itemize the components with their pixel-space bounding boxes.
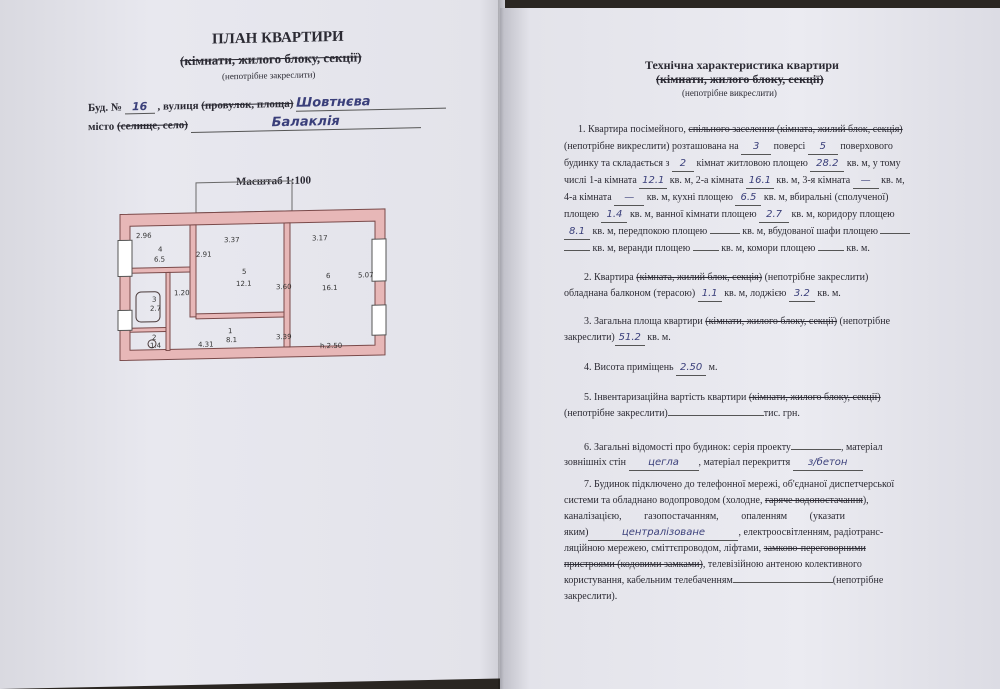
plan-subtitle: (кімнати, жилого блоку, секції) (180, 49, 362, 69)
p1-strike: спільного заселення (кімната, жилий блок, секція) (688, 124, 903, 135)
p7-line-2 (564, 493, 869, 508)
p7-text: користування, кабельним телебаченням (564, 575, 733, 586)
floor-plan (100, 177, 400, 368)
p6-text: зовнішніх стін (564, 457, 627, 468)
p1-text: площею (564, 209, 599, 220)
p7-text: , телевізійною антеною колективного (702, 559, 862, 570)
p3-line-2 (564, 330, 671, 346)
p1-text: кв. м, у тому (846, 158, 901, 169)
p7-text: ляційною мережею, сміттєпроводом, ліфтами, (564, 543, 762, 554)
plan-scale: Масштаб 1:100 (236, 174, 312, 189)
p7-strike: гаряче водопостачання (764, 495, 863, 506)
p1-text: кімнат житловою площею (696, 158, 808, 169)
p2-loggia: 3.2 (789, 286, 815, 302)
p1-text: кв. м, вбудованої шафи площею (742, 226, 878, 237)
p1-rooms: 2 (672, 156, 694, 172)
plan-dim-3: 3.17 (312, 234, 328, 243)
city-label: місто (88, 120, 115, 134)
p2-line-2 (564, 286, 841, 302)
room-number: 2 (152, 333, 157, 342)
p7-line-8: закреслити). (564, 591, 618, 602)
char-title: Технічна характеристика квартири (645, 58, 839, 72)
room-number: 3 (152, 295, 157, 304)
plan-dim-5: 12.1 (236, 279, 252, 289)
p7-heating: централізоване (588, 525, 738, 541)
p1-living: 28.2 (810, 156, 844, 172)
plan-dim-14: h.2.50 (320, 341, 343, 351)
plan-dim-8: 5.07 (358, 271, 374, 280)
p1-room2: 16.1 (746, 173, 774, 189)
plan-dim-1: 2.96 (136, 231, 152, 241)
plan-dim-16: 2.91 (196, 250, 212, 259)
p6-line-1 (584, 440, 882, 455)
p3-total: 51.2 (615, 330, 645, 346)
p7-line-3 (564, 509, 845, 524)
p7-text: , електроосвітленням, радіотранс- (738, 527, 884, 538)
p1-kitchen: 6.5 (735, 190, 761, 206)
street-label: , вулиця (157, 99, 199, 113)
plan-dim-13: 4.31 (198, 340, 214, 349)
p1-text: кв. м, кухні площею (646, 192, 733, 203)
right-page (500, 8, 1000, 689)
plan-note: (непотрібне закреслити) (222, 69, 316, 82)
p7-text: яким) (564, 527, 589, 538)
p1-line-7 (564, 224, 910, 240)
city-value: Балаклія (191, 112, 421, 133)
p1-text: кв. м, комори площею (721, 243, 816, 254)
p1-text: кв. м, вбиральні (сполученої) (763, 192, 889, 203)
p1-room1: 12.1 (639, 173, 667, 189)
room-number: 6 (326, 272, 331, 281)
p4-height: 2.50 (676, 360, 706, 376)
p1-corridor: 8.1 (564, 224, 590, 240)
p7-text: системи та обладнано водопроводом (холодне, (564, 495, 763, 506)
plan-dim-7: 3.60 (276, 282, 292, 292)
p7-line-7 (564, 573, 883, 588)
p4-text: м. (708, 362, 718, 373)
p2-text: кв. м. (817, 288, 841, 299)
p1-blank (710, 233, 740, 234)
p3-strike: (кімнати, жилого блоку, секції) (705, 316, 838, 327)
p6-roof: з/бетон (793, 455, 863, 471)
p7-line-4 (564, 525, 883, 541)
p5-text: (непотрібне закреслити) (564, 408, 668, 419)
p5-text: тис. грн. (763, 408, 800, 419)
p7-text: (указати (809, 511, 845, 522)
p2-text: (непотрібне закреслити) (764, 272, 869, 283)
p1-text: кв. м. (846, 243, 870, 254)
p3-text: кв. м. (647, 332, 671, 343)
p1-text: кв. м, веранди площею (592, 243, 691, 254)
room-number: 1 (228, 327, 233, 336)
p1-line-6 (564, 207, 895, 223)
p1-room4: — (614, 190, 644, 206)
p1-wc: 1.4 (601, 207, 627, 223)
p1-bath: 2.7 (759, 207, 789, 223)
plan-dim-15: 3.39 (276, 332, 292, 342)
p1-text: кв. м, 3-я кімната (776, 175, 851, 186)
p1-line-1 (578, 122, 903, 137)
p1-line-2 (564, 139, 893, 155)
p2-text: 2. Квартира (584, 272, 634, 283)
p7-line-6 (564, 557, 862, 572)
p1-text: 1. Квартира посімейного, (578, 124, 689, 135)
plan-dim-10: 2.7 (150, 304, 162, 313)
p7-strike: замково-переговорними (763, 543, 866, 554)
p1-blank (693, 250, 719, 251)
p3-text: (непотрібне (839, 316, 891, 327)
p7-text: газопостачанням, (644, 511, 719, 522)
p5-text: 5. Інвентаризаційна вартість квартири (584, 392, 747, 403)
p1-room3: — (853, 173, 879, 189)
p3-line-1 (584, 314, 890, 329)
plan-dim-11: 1.4 (150, 341, 162, 350)
street-strike: (провулок, площа) (201, 97, 294, 112)
street-value: Шовтнєва (296, 93, 446, 112)
p1-text: кв. м, (881, 175, 905, 186)
p1-blank (564, 250, 590, 251)
plan-dim-12: 8.1 (226, 336, 238, 345)
p6-text: 6. Загальні відомості про будинок: серія проекту (584, 442, 791, 453)
p7-text: ), (862, 495, 869, 506)
p1-text: кв. м, передпокою площею (592, 226, 708, 237)
p1-text: 4-а кімната (564, 192, 612, 203)
p4-line (584, 360, 717, 376)
p6-text: , матеріал перекриття (698, 457, 791, 468)
p2-text: кв. м, лоджією (724, 288, 787, 299)
p1-blank (818, 250, 844, 251)
p2-line-1 (584, 270, 868, 285)
p1-floors: 5 (808, 139, 838, 155)
p5-line-2 (564, 406, 800, 421)
p5-strike: (кімнати, жилого блоку, секції) (748, 392, 881, 403)
book-crease (498, 0, 504, 689)
city-strike: (селище, село) (116, 119, 188, 133)
p6-line-2 (564, 455, 863, 471)
char-note: (непотрібне викреслити) (682, 88, 777, 98)
bud-label: Буд. № (88, 101, 122, 115)
p1-text: будинку та складається з (564, 158, 670, 169)
p1-line-3 (564, 156, 901, 172)
p5-blank (668, 415, 764, 416)
p2-strike: (кімната, жилий блок, секція) (636, 272, 763, 283)
p4-text: 4. Висота приміщень (584, 362, 674, 373)
room-number: 4 (158, 245, 163, 254)
p6-walls: цегла (629, 455, 699, 471)
p7-line-5 (564, 541, 866, 556)
p7-text: каналізацією, (564, 511, 622, 522)
p7-line-1: 7. Будинок підключено до телефонної мережі, об'єднаної диспетчерської (584, 479, 895, 490)
p2-balcony: 1.1 (698, 286, 722, 302)
p1-text: числі 1-а кімната (564, 175, 637, 186)
p1-line-8 (564, 241, 870, 256)
p7-blank (733, 582, 833, 583)
p1-text: кв. м, ванної кімнати площею (629, 209, 757, 220)
p1-text: поверхового (840, 141, 893, 152)
p7-text: (непотрібне (832, 575, 884, 586)
p1-line-4 (564, 173, 905, 189)
p1-text: (непотрібне викреслити) розташована на (564, 141, 739, 152)
p6-blank (791, 449, 841, 450)
char-subtitle: (кімнати, жилого блоку, секції) (656, 72, 824, 86)
p7-strike: пристроями (кодовими замками) (564, 559, 703, 570)
p1-text: кв. м, 2-а кімната (669, 175, 744, 186)
plan-title: ПЛАН КВАРТИРИ (212, 28, 344, 48)
p1-line-5 (564, 190, 888, 206)
p2-text: обладнана балконом (терасою) (564, 288, 696, 299)
bud-value: 16 (125, 100, 155, 115)
plan-dim-9: 1.20 (174, 289, 190, 298)
plan-dim-4: 6.5 (154, 255, 166, 264)
plan-dim-2: 3.37 (224, 235, 240, 245)
city-line (88, 112, 421, 135)
p1-text: поверсі (773, 141, 806, 152)
p6-text: , матеріал (840, 442, 883, 453)
p1-blank (880, 233, 910, 234)
p1-text: кв. м, коридору площею (791, 209, 895, 220)
plan-dim-6: 16.1 (322, 283, 338, 293)
p3-text: закреслити) (564, 332, 615, 343)
p1-floor: 3 (741, 139, 771, 155)
p3-text: 3. Загальна площа квартири (584, 316, 703, 327)
p5-line-1 (584, 390, 881, 405)
room-number: 5 (242, 267, 247, 276)
p7-text: опаленням (741, 511, 788, 522)
